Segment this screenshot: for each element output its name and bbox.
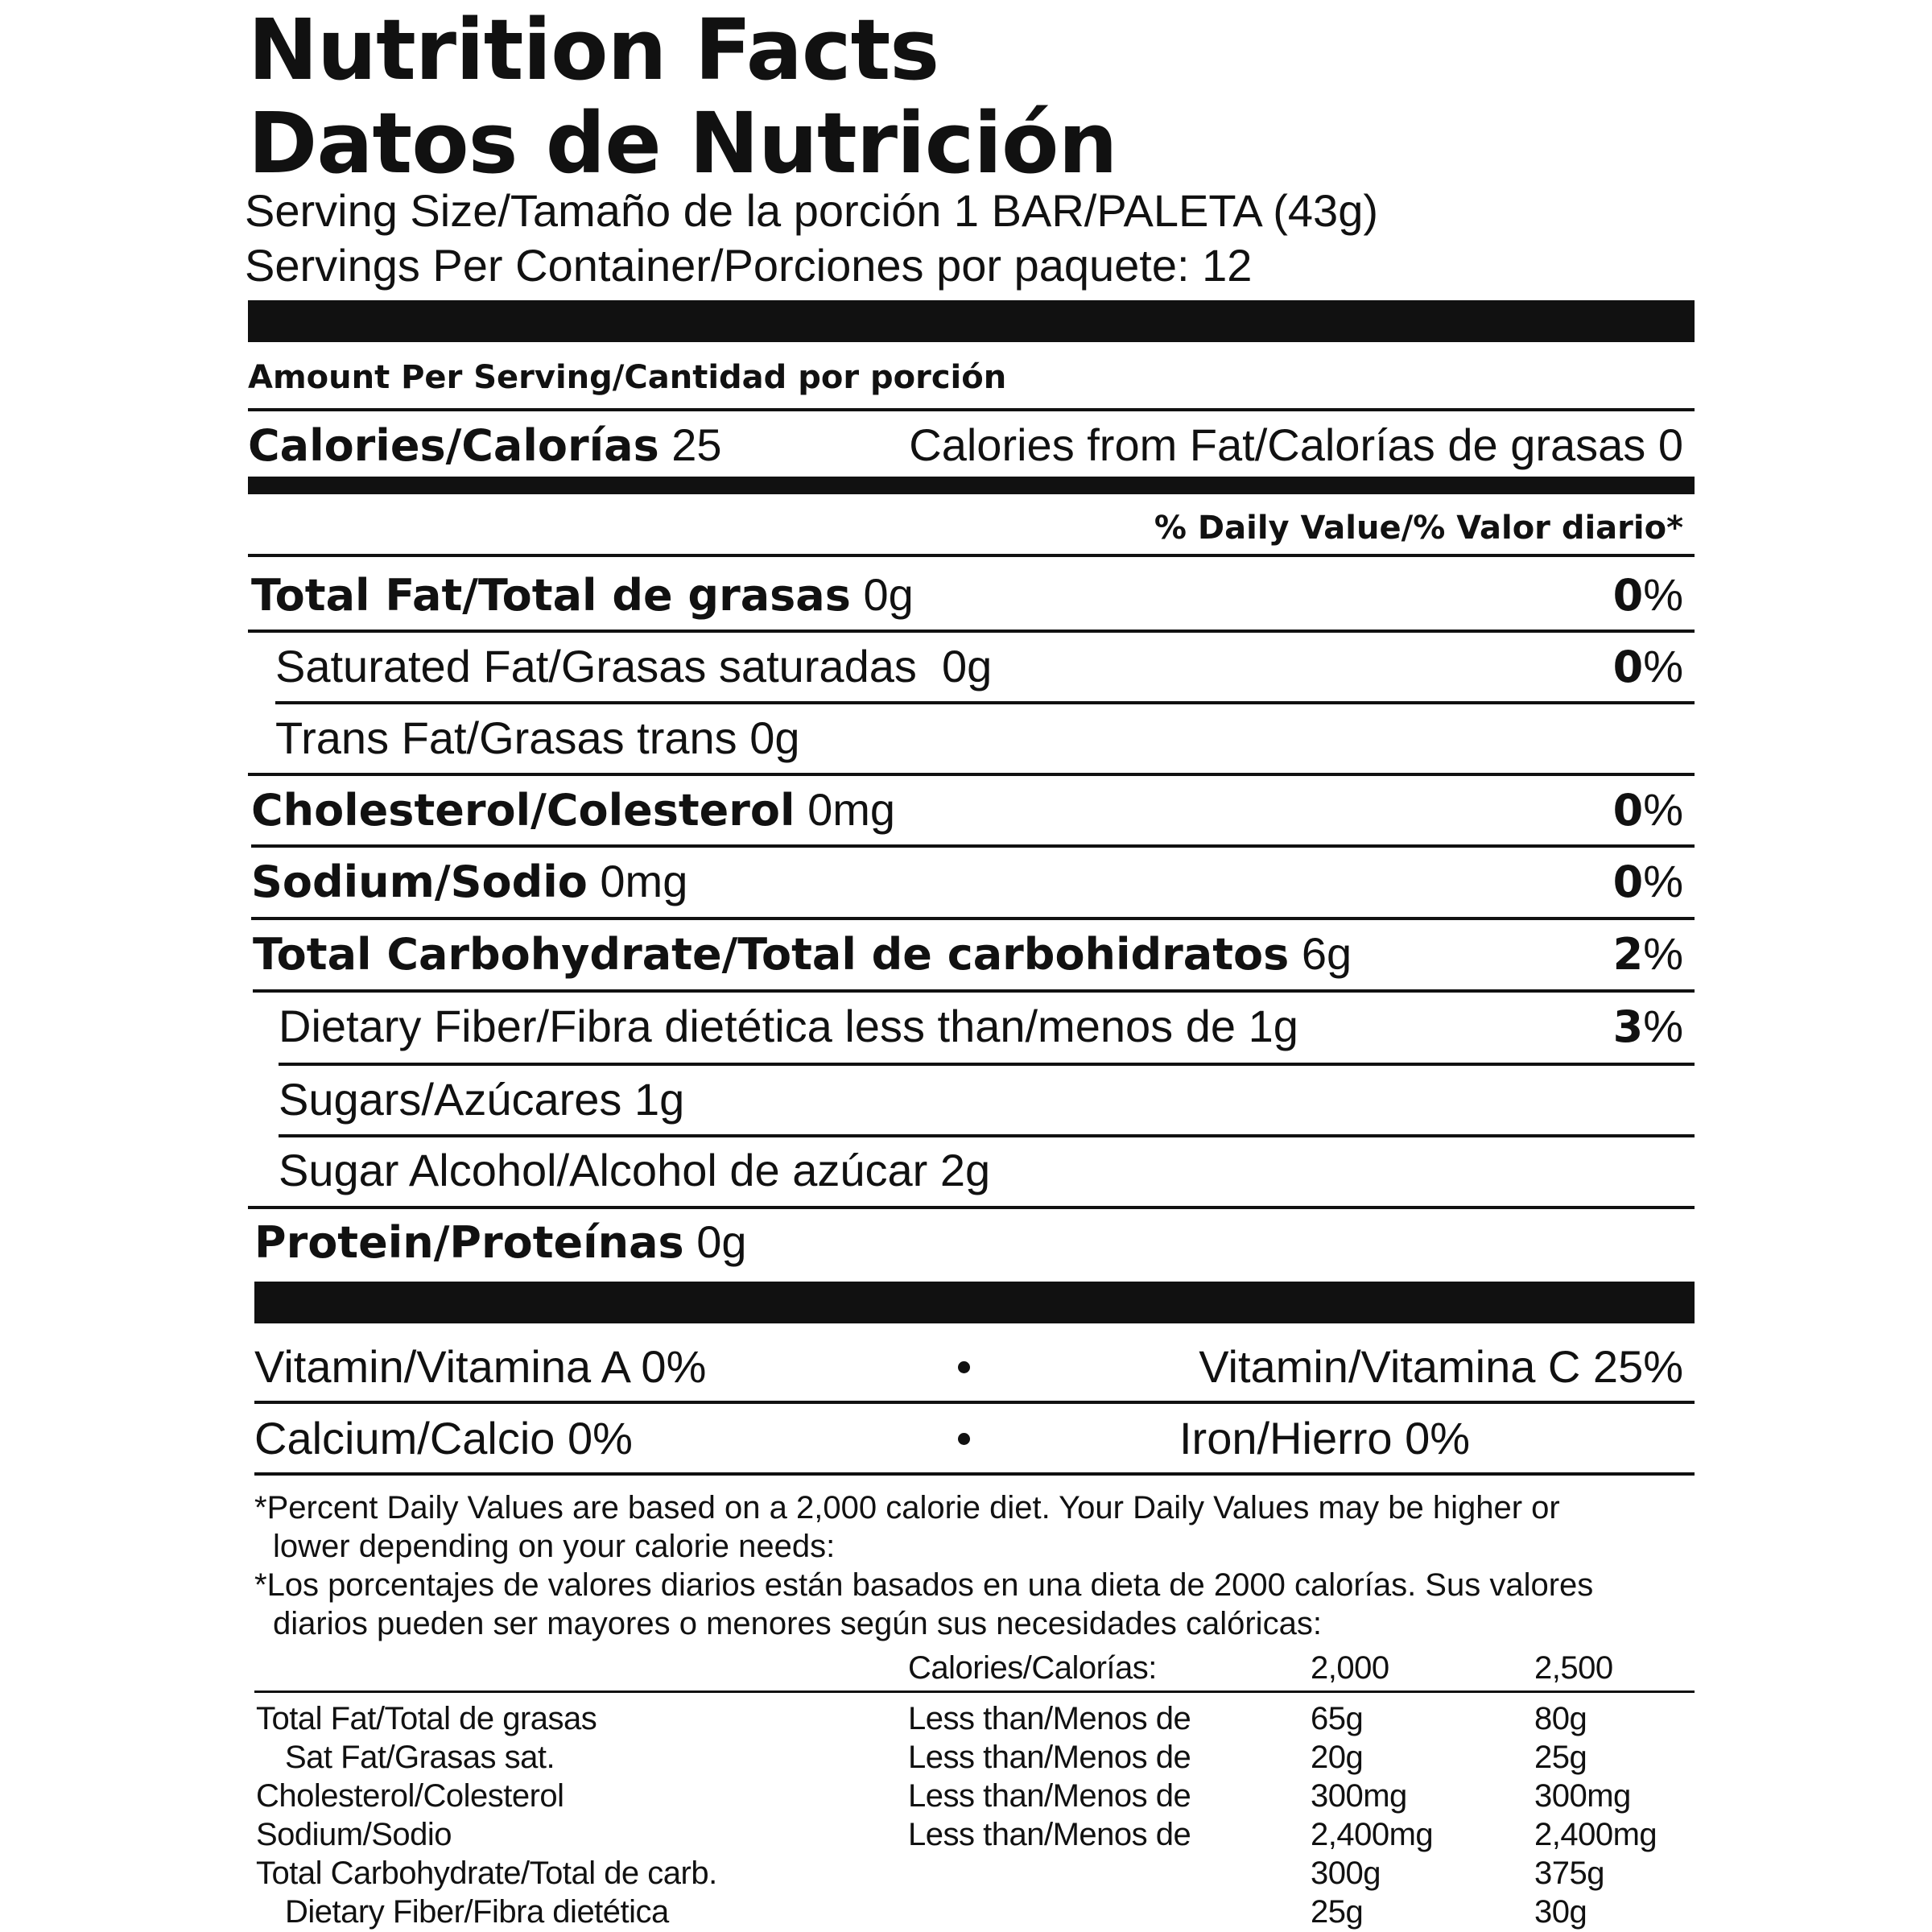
divider — [248, 1206, 1695, 1209]
table-row-nutrient: Cholesterol/Colesterol — [256, 1778, 564, 1814]
divider — [254, 1401, 1695, 1404]
daily-value-dietary-fiber — [1612, 1001, 1683, 1052]
nutrient-row-sodium — [251, 856, 688, 907]
nutrient-label: Trans Fat/Grasas trans — [275, 712, 737, 763]
dv-number: 0 — [1612, 642, 1644, 692]
table-row-value-2000: 300mg — [1311, 1778, 1407, 1814]
table-row-value-2500: 25g — [1534, 1740, 1587, 1775]
dv-number: 3 — [1612, 1001, 1644, 1052]
daily-value-header: % Daily Value/% Valor diario* — [1154, 510, 1683, 547]
table-row-nutrient: Dietary Fiber/Fibra dietética — [285, 1894, 669, 1930]
nutrient-row-saturated-fat — [275, 641, 993, 691]
title-english: Nutrition Facts — [248, 1, 939, 99]
daily-value-saturated-fat — [1612, 641, 1683, 692]
table-row-value-2500: 375g — [1534, 1856, 1604, 1891]
divider — [248, 408, 1695, 411]
bullet-icon — [958, 1361, 970, 1373]
divider — [251, 844, 1695, 848]
table-row-value-2000: 300g — [1311, 1856, 1381, 1891]
nutrient-label: Saturated Fat/Grasas saturadas — [275, 641, 917, 691]
table-row-value-2500: 30g — [1534, 1894, 1587, 1930]
dv-number: 0 — [1612, 570, 1644, 621]
dv-number: 2 — [1612, 929, 1644, 980]
nutrient-label: Sodium/Sodio — [251, 857, 588, 907]
dv-sign: % — [1643, 784, 1683, 835]
title-spanish: Datos de Nutrición — [248, 94, 1117, 192]
dv-number: 0 — [1612, 857, 1644, 907]
vitamin-a: Vitamin/Vitamina A 0% — [254, 1341, 707, 1392]
table-row-nutrient: Total Fat/Total de grasas — [256, 1701, 597, 1736]
table-row-value-2500: 80g — [1534, 1701, 1587, 1736]
divider — [253, 989, 1695, 993]
divider — [248, 630, 1695, 633]
amount-per-serving: Amount Per Serving/Cantidad por porción — [248, 359, 1007, 396]
nutrient-amount: 0g — [863, 569, 914, 620]
daily-value-total-fat — [1612, 569, 1683, 621]
divider — [248, 773, 1695, 776]
nutrient-label: Cholesterol/Colesterol — [251, 785, 795, 836]
nutrient-label: Sugars/Azúcares — [279, 1074, 622, 1125]
dv-sign: % — [1643, 928, 1683, 979]
divider — [279, 1063, 1695, 1066]
medium-divider — [248, 477, 1695, 494]
calcium: Calcium/Calcio 0% — [254, 1413, 633, 1463]
calories-line — [248, 419, 722, 471]
nutrient-amount: 0mg — [600, 856, 688, 906]
table-row-nutrient: Total Carbohydrate/Total de carb. — [256, 1856, 717, 1891]
table-row-nutrient: Sat Fat/Grasas sat. — [285, 1740, 555, 1775]
calories-value: 25 — [671, 419, 722, 470]
table-calories-label: Calories/Calorías: — [908, 1650, 1157, 1686]
iron: Iron/Hierro 0% — [1179, 1413, 1471, 1463]
divider — [275, 701, 1695, 704]
nutrient-amount: 1g — [634, 1074, 685, 1125]
nutrient-label: Protein/Proteínas — [254, 1217, 684, 1268]
table-row-qualifier: Less than/Menos de — [908, 1778, 1191, 1814]
nutrient-label: Total Fat/Total de grasas — [251, 570, 851, 621]
daily-value-sodium — [1612, 856, 1683, 907]
nutrition-facts-label — [245, 0, 1695, 1932]
nutrient-row-cholesterol — [251, 784, 896, 836]
footnote-english-line-2: lower depending on your calorie needs: — [273, 1529, 836, 1564]
nutrient-amount: 2g — [939, 1145, 991, 1195]
nutrient-row-sugar-alcohol — [279, 1145, 991, 1195]
nutrient-amount: 0mg — [807, 784, 896, 835]
table-row-value-2500: 2,400mg — [1534, 1817, 1657, 1852]
divider — [279, 1134, 1695, 1137]
table-row-value-2000: 25g — [1311, 1894, 1364, 1930]
table-row-value-2000: 65g — [1311, 1701, 1364, 1736]
nutrient-row-protein — [254, 1216, 747, 1268]
nutrient-amount: 0g — [696, 1216, 747, 1267]
calories-label: Calories/Calorías — [248, 420, 659, 471]
serving-size: Serving Size/Tamaño de la porción 1 BAR/PALETA (43g) — [245, 185, 1378, 236]
dv-sign: % — [1643, 856, 1683, 906]
table-row-nutrient: Sodium/Sodio — [256, 1817, 452, 1852]
divider — [254, 1472, 1695, 1476]
calories-from-fat: Calories from Fat/Calorías de grasas 0 — [909, 419, 1683, 470]
dv-sign: % — [1643, 1001, 1683, 1051]
nutrient-amount: 0g — [941, 641, 993, 691]
footnote-spanish-line-1: *Los porcentajes de valores diarios están basados en una dieta de 2000 calorías. Sus valores — [254, 1567, 1594, 1603]
bullet-icon — [958, 1433, 970, 1445]
daily-value-cholesterol — [1612, 784, 1683, 836]
nutrient-amount: 0g — [749, 712, 800, 763]
daily-value-total-carbohydrate — [1612, 928, 1683, 980]
nutrient-label: Dietary Fiber/Fibra dietética less than/menos de — [279, 1001, 1236, 1051]
nutrient-amount: 1g — [1248, 1001, 1298, 1051]
nutrient-row-dietary-fiber — [279, 1001, 1298, 1051]
table-row-value-2000: 2,400mg — [1311, 1817, 1434, 1852]
divider — [254, 1690, 1695, 1693]
footnote-english-line-1: *Percent Daily Values are based on a 2,000 calorie diet. Your Daily Values may be higher or — [254, 1490, 1560, 1525]
nutrient-amount: 6g — [1301, 928, 1352, 979]
table-col-2000: 2,000 — [1311, 1650, 1389, 1686]
thick-divider-bottom — [254, 1282, 1695, 1323]
nutrient-label: Sugar Alcohol/Alcohol de azúcar — [279, 1145, 928, 1195]
servings-per-container: Servings Per Container/Porciones por paquete: 12 — [245, 240, 1253, 291]
vitamin-c: Vitamin/Vitamina C 25% — [1199, 1341, 1683, 1392]
dv-sign: % — [1643, 641, 1683, 691]
nutrient-row-trans-fat — [275, 712, 800, 763]
nutrient-row-sugars — [279, 1074, 685, 1125]
divider — [251, 917, 1695, 920]
thick-divider-top — [248, 300, 1695, 342]
table-row-qualifier: Less than/Menos de — [908, 1740, 1191, 1775]
footnote-spanish-line-2: diarios pueden ser mayores o menores según sus necesidades calóricas: — [273, 1606, 1322, 1641]
table-row-qualifier: Less than/Menos de — [908, 1701, 1191, 1736]
nutrient-row-total-carbohydrate — [253, 928, 1352, 980]
nutrient-row-total-fat — [251, 569, 914, 621]
divider — [248, 554, 1695, 557]
table-row-value-2000: 20g — [1311, 1740, 1364, 1775]
dv-number: 0 — [1612, 785, 1644, 836]
table-col-2500: 2,500 — [1534, 1650, 1613, 1686]
table-row-value-2500: 300mg — [1534, 1778, 1631, 1814]
table-row-qualifier: Less than/Menos de — [908, 1817, 1191, 1852]
nutrient-label: Total Carbohydrate/Total de carbohidratos — [253, 929, 1290, 980]
dv-sign: % — [1643, 569, 1683, 620]
